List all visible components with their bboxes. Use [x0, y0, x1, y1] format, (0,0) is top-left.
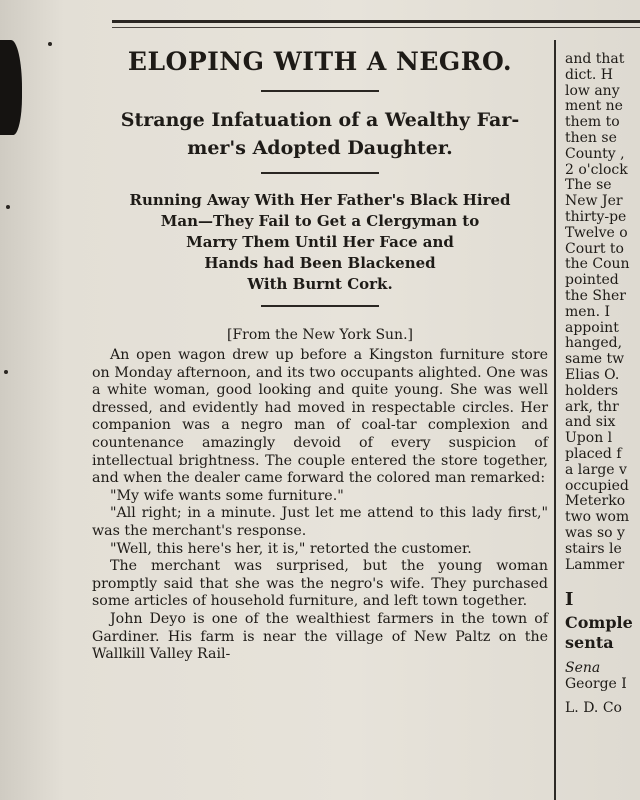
article-headline: ELOPING WITH A NEGRO.: [127, 47, 513, 76]
side-line: occupied: [565, 477, 629, 494]
side-line: them to: [565, 114, 620, 131]
side-line: pointed: [565, 272, 619, 289]
article-paragraph: "Well, this here's her, it is," retorted the customer.: [110, 540, 472, 557]
side-line: Elias O.: [565, 366, 620, 383]
article-paragraph: The merchant was surprised, but the young woman promptly said that she was the negro's wife. They purchased some articles of household furniture, and left town together.: [92, 558, 548, 610]
side-line: then se: [565, 129, 617, 146]
ink-speck: [4, 370, 8, 374]
side-line: hanged,: [565, 335, 623, 352]
side-line: 2 o'clock: [565, 161, 628, 178]
side-line: and that: [565, 52, 625, 67]
side-line: New Jer: [565, 193, 623, 210]
side-line: appoint: [565, 319, 619, 336]
column-divider: [554, 40, 556, 800]
side-subheading: senta: [565, 633, 614, 653]
ink-speck: [6, 205, 10, 209]
article-deck-primary: [92, 106, 548, 162]
side-line: and six: [565, 414, 616, 431]
main-article: [92, 40, 548, 664]
side-italic-line: Sena: [565, 660, 601, 677]
side-line: thirty-pe: [565, 208, 627, 225]
side-line: ment ne: [565, 98, 623, 115]
side-subheading: Comple: [565, 613, 633, 633]
side-name: George I: [565, 676, 627, 693]
article-paragraph: John Deyo is one of the wealthiest farmers in the town of Gardiner. His farm is near the village of New Paltz on the Wallkill Valley Rail-: [92, 610, 548, 663]
deck-line: mer's Adopted Daughter.: [187, 137, 453, 159]
side-line: two wom: [565, 509, 630, 526]
deck-line: Strange Infatuation of a Wealthy Far-: [120, 109, 520, 131]
article-source: [From the New York Sun.]: [227, 327, 413, 343]
top-rule-thin: [112, 27, 640, 28]
side-name: L. D. Co: [565, 699, 622, 716]
article-paragraph: An open wagon drew up before a Kingston furniture store on Monday afternoon, and its two occupants alighted. One was a white woman, good looking and quite young. She was well dressed, and evidently had moved in respectable circles. Her companion was a negro man of coal-tar complexion and countenance amazingly devoid of every suspicion of intellectual brightness. The couple entered the store together, and when the dealer came forward the colored man remarked:: [92, 347, 548, 487]
side-line: Twelve o: [565, 224, 628, 241]
side-line: ark, thr: [565, 398, 619, 415]
deck-line: Hands had Been Blackened: [204, 254, 436, 272]
article-paragraph: "My wife wants some furniture.": [110, 487, 344, 504]
side-line: same tw: [565, 351, 625, 368]
article-deck-secondary: [92, 190, 548, 295]
side-column: [565, 52, 640, 717]
side-line: Meterko: [565, 493, 626, 510]
deck-line: Marry Them Until Her Face and: [186, 233, 454, 251]
side-line: holders: [565, 382, 619, 399]
side-line: Court to: [565, 240, 624, 257]
deck-line: Running Away With Her Father's Black Hired: [129, 191, 511, 209]
side-line: Upon l: [565, 430, 613, 447]
article-paragraph: "All right; in a minute. Just let me attend to this lady first," was the merchant's response.: [92, 505, 548, 539]
ink-speck: [48, 42, 52, 46]
side-line: men. I: [565, 303, 611, 320]
side-line: low any: [565, 82, 620, 99]
side-line: the Sher: [565, 287, 626, 304]
side-line: dict. H: [565, 66, 614, 83]
side-line: placed f: [565, 445, 622, 462]
side-line: County ,: [565, 145, 625, 162]
deck-line: Man—They Fail to Get a Clergyman to: [160, 212, 480, 230]
spacer: [565, 573, 640, 581]
side-line: a large v: [565, 461, 627, 478]
side-heading: I: [565, 589, 574, 611]
side-line: was so y: [565, 524, 625, 541]
headline-rule: [261, 90, 379, 92]
deck-rule: [261, 305, 379, 307]
side-line: the Coun: [565, 256, 630, 273]
top-rule: [112, 20, 640, 23]
side-line: stairs le: [565, 540, 622, 557]
article-body: [92, 347, 548, 664]
deck-line: With Burnt Cork.: [247, 275, 393, 293]
side-line: The se: [565, 177, 612, 194]
deck-rule: [261, 172, 379, 174]
ink-blot: [0, 40, 22, 135]
side-line: Lammer: [565, 556, 625, 573]
